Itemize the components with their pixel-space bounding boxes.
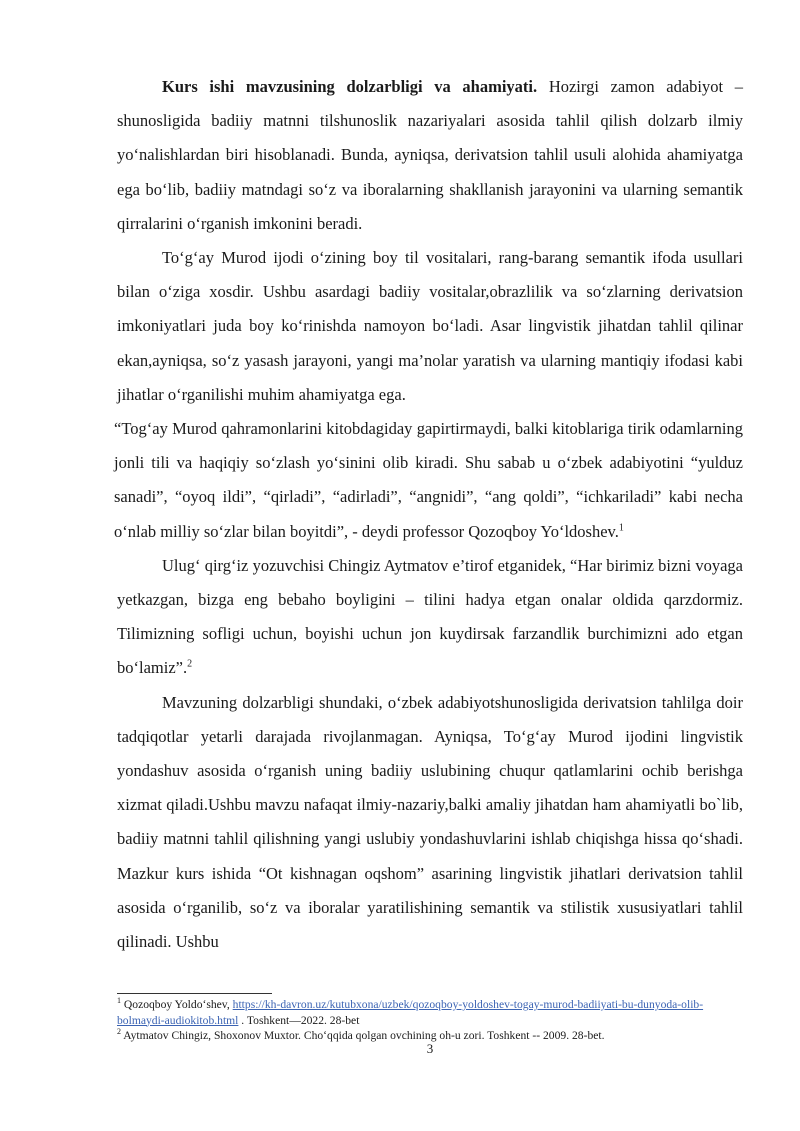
paragraph-topicality: Mavzuning dolzarbligi shundaki, o‘zbek adabiyotshunosligida derivatsion tahlilga doir tadqiqotlar yetarli darajada rivojlanmagan. Ayniqsa, To‘g‘ay Murod ijodini lingvistik yondashuv asosida o‘rganish uning badiiy uslubining chuqur qatlamlarini ochib berishga xizmat qiladi.Ushbu mavzu nafaqat ilmiy-nazariy,balki amaliy jihatdan ham ahamiyatli bo`lib, badiiy matnni tahlil qilishning yangi uslubiy yondashuvlarini ishlab chiqishga hissa qo‘shadi. Mazkur kurs ishida “Ot kishnagan oqshom” asarining lingvistik jihatlari derivatsion tahlil asosida o‘rganilib, so‘z va iboralar yaratilishining semantik va stilistik xususiyatlari tahlil qilinadi. Ushbu <box>117 692 743 952</box>
main-text <box>114 70 743 959</box>
paragraph-text: Hozirgi zamon adabiyot – shunosligida badiiy matnni tilshunoslik nazariyalari asosida tahlil qilish dolzarb ilmiy yo‘nalishlardan biri hisoblanadi. Bunda, ayniqsa, derivatsion tahlil usuli alohida ahamiyatga ega bo‘lib, badiiy matndagi so‘z va iboralarning shakllanish jarayonini va ularning semantik qirralarini o‘rganish imkonini beradi. <box>117 77 743 233</box>
footnotes <box>117 997 743 1044</box>
footnote-ref-2[interactable]: 2 <box>187 658 193 670</box>
page-number: 3 <box>426 1041 434 1056</box>
footnote-link[interactable]: https://kh-davron.uz/kutubxona/uzbek/qozoqboy-yoldoshev-togay-murod-badiiyati-bu-dunyoda-olib-bolmaydi-audiokitob.html <box>117 998 704 1027</box>
footnote-text: Aytmatov Chingiz, Shoxonov Muxtor. Cho‘qqida qolgan ovchining oh-u zori. Toshkent -- 2009. 28-bet. <box>121 1029 605 1042</box>
footnote-number: 1 <box>117 996 121 1006</box>
paragraph-relevance <box>117 70 743 241</box>
footnote-number: 2 <box>117 1027 121 1037</box>
paragraph-quote-yoldoshev <box>114 412 743 549</box>
paragraph-text: Ulug‘ qirg‘iz yozuvchisi Chingiz Aytmatov e’tirof etganidek, “Har birimiz bizni voyaga yetkazgan, bizga eng bebaho boyligini – tilini hadya etgan onalar oldida qarzdormiz. Tilimizning sofligi uchun, boyishi uchun jon kuydirsak farzandlik burchimizni ado etgan bo‘lamiz”. <box>117 555 743 678</box>
section-heading: Kurs ishi mavzusining dolzarbligi va ahamiyati. <box>162 77 538 96</box>
paragraph-text: “Tog‘ay Murod qahramonlarini kitobdagiday gapirtirmaydi, balki kitoblariga tirik odamlarning jonli tili va haqiqiy so‘zlash yo‘sinini olib kiradi. Shu sabab u o‘zbek adabiyotini “yulduz sanadi”, “oyoq ildi”, “qirladi”, “adirladi”, “angnidi”, “ang qoldi”, “ichkariladi” kabi necha o‘nlab milliy so‘zlar bilan boyitdi”, - deydi professor Qozoqboy Yo‘ldoshev. <box>114 419 743 541</box>
footnote-separator <box>117 993 272 994</box>
paragraph-togay-murod: To‘g‘ay Murod ijodi o‘zining boy til vositalari, rang-barang semantik ifoda usullari bilan o‘ziga xosdir. Ushbu asardagi badiiy vositalar,obrazlilik va so‘zlarning derivatsion imkoniyatlari juda boy ko‘rinishda namoyon bo‘ladi. Asar lingvistik jihatdan tahlil qilinar ekan,ayniqsa, so‘z yasash jarayoni, yangi ma’nolar yaratish va ularning mantiqiy ifodasi kabi jihatlar o‘rganilishi muhim ahamiyatga ega. <box>117 248 743 404</box>
footnote-1 <box>117 997 743 1028</box>
paragraph-aytmatov <box>117 549 743 686</box>
footnote-text: Qozoqboy Yoldo‘shev, <box>121 998 233 1011</box>
footnote-text: . Toshkent—2022. 28-bet <box>238 1013 360 1027</box>
footnote-ref-1[interactable]: 1 <box>618 522 624 534</box>
